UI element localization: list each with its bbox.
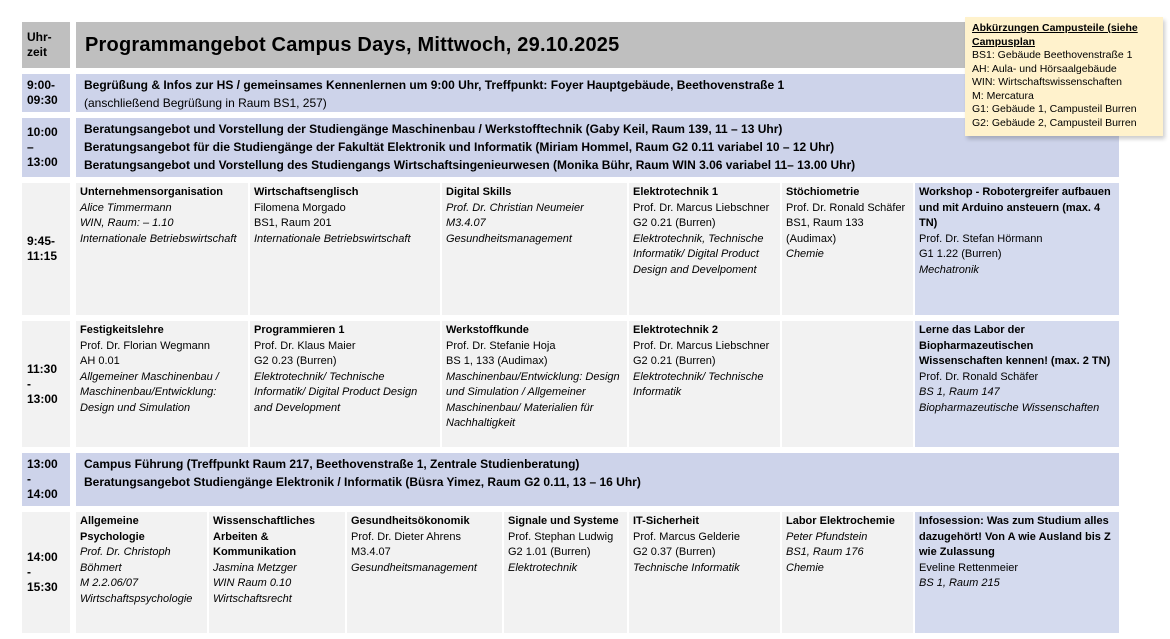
session-line: Prof. Dr. Ronald Schäfer: [919, 370, 1039, 383]
session-line: BS1, Raum 176: [786, 546, 864, 558]
time-slot-line: 10:00: [27, 125, 58, 139]
session-line: Maschinenbau/Entwicklung: Design und Simulation / Allgemeiner Maschinenbau/ Materialien für Nachhaltigkeit: [446, 370, 620, 429]
session-cell: [504, 512, 627, 633]
time-slot-line: 14:00: [27, 487, 58, 501]
session-line: Prof. Dr. Ronald Schäfer: [786, 201, 906, 214]
session-title: Labor Elektrochemie: [786, 515, 895, 527]
banner-line: Campus Führung (Treffpunkt Raum 217, Beethovenstraße 1, Zentrale Studienberatung): [84, 457, 580, 471]
session-line: Prof. Dr. Marcus Liebschner: [633, 339, 770, 352]
session-cell: [782, 183, 913, 315]
schedule-table: [22, 22, 1119, 639]
legend-item: G1: Gebäude 1, Campusteil Burren: [972, 103, 1137, 115]
schedule-row: [22, 183, 1119, 315]
session-cell: [782, 512, 913, 633]
session-line: M3.4.07: [351, 546, 391, 558]
time-slot-cell: [22, 74, 70, 112]
schedule-row: [22, 512, 1119, 633]
time-slot-line: 11:30: [27, 361, 58, 376]
time-slot-line: 9:00-: [27, 78, 56, 92]
session-cell: [442, 321, 627, 447]
session-line: WIN, Raum: – 1.10: [80, 217, 174, 229]
session-line: Allgemeiner Maschinenbau / Maschinenbau/Entwicklung: Design und Simulation: [80, 370, 219, 414]
schedule-row: [22, 74, 1119, 112]
legend-box: [965, 17, 1163, 136]
page-title: Programmangebot Campus Days, Mittwoch, 29.10.2025: [76, 22, 1119, 68]
session-line: G2 0.37 (Burren): [633, 546, 716, 558]
session-cell: [250, 321, 440, 447]
empty-cell: [782, 321, 913, 447]
time-slot-cell: [22, 183, 70, 315]
banner-line: Beratungsangebot Studiengänge Elektronik / Informatik (Büsra Yimez, Raum G2 0.11, 13 – 16 Uhr): [84, 475, 641, 489]
session-line: Prof. Stephan Ludwig: [508, 530, 614, 543]
session-line: Alice Timmermann: [80, 201, 172, 214]
session-line: Chemie: [786, 561, 824, 574]
session-grid: [76, 183, 1119, 315]
time-slot-cell: [22, 512, 70, 633]
time-slot-line: -: [27, 376, 31, 391]
time-slot-line: 15:30: [27, 580, 58, 594]
session-line: Prof. Dr. Stefan Hörmann: [919, 232, 1043, 245]
time-slot-line: -: [27, 472, 31, 486]
session-line: G2 0.21 (Burren): [633, 217, 716, 229]
session-title: Wissenschaftliches Arbeiten & Kommunikation: [213, 515, 315, 558]
time-slot-line: –: [27, 140, 34, 154]
session-line: Internationale Betriebswirtschaft: [80, 232, 237, 245]
session-title: Elektrotechnik 2: [633, 324, 718, 336]
session-line: Prof. Dr. Christian Neumeier: [446, 201, 584, 214]
banner-line: (anschließend Begrüßung in Raum BS1, 257): [84, 96, 327, 110]
session-title: Lerne das Labor der Biopharmazeutischen Wissenschaften kennen! (max. 2 TN): [919, 324, 1111, 367]
session-line: Wirtschaftsrecht: [213, 592, 292, 605]
banner-cell: [76, 453, 1119, 506]
session-title: Stöchiometrie: [786, 186, 860, 198]
session-line: Prof. Marcus Gelderie: [633, 530, 740, 543]
session-line: Prof. Dr. Marcus Liebschner: [633, 201, 770, 214]
banner-cell: [76, 74, 1119, 112]
session-cell: [250, 183, 440, 315]
legend-item: AH: Aula- und Hörsaalgebäude: [972, 62, 1117, 75]
session-line: Biopharmazeutische Wissenschaften: [919, 401, 1100, 414]
schedule-row: [22, 321, 1119, 447]
session-line: Prof. Dr. Florian Wegmann: [80, 339, 211, 352]
banner-cell: [76, 118, 1119, 177]
time-column-header: [22, 22, 70, 68]
session-grid: [76, 512, 1119, 633]
time-column-header-line: zeit: [27, 45, 48, 59]
session-cell: [76, 512, 207, 633]
session-cell: [915, 183, 1119, 315]
session-line: BS 1, Raum 147: [919, 386, 1000, 398]
session-line: BS1, Raum 201: [254, 217, 332, 229]
session-grid: [76, 321, 1119, 447]
time-slot-cell: [22, 453, 70, 506]
session-line: Prof. Dr. Stefanie Hoja: [446, 339, 556, 352]
session-line: Peter Pfundstein: [786, 530, 868, 543]
time-slot-line: 9:45-: [27, 234, 56, 248]
schedule-rows: [22, 74, 1119, 633]
session-line: M3.4.07: [446, 217, 486, 229]
session-line: Prof. Dr. Christoph Böhmert: [80, 546, 171, 574]
session-line: Gesundheitsmanagement: [351, 561, 477, 574]
session-line: BS1, Raum 133 (Audimax): [786, 217, 864, 245]
banner-line: Beratungsangebot und Vorstellung des Studiengangs Wirtschaftsingenieurwesen (Monika Bühr, Raum WIN 3.06 variabel 11– 13.00 Uhr): [84, 158, 856, 172]
session-line: Prof. Dr. Dieter Ahrens: [351, 530, 462, 543]
session-cell: [76, 183, 248, 315]
session-title: Allgemeine Psychologie: [80, 515, 145, 543]
session-cell: [629, 512, 780, 633]
session-line: Eveline Rettenmeier: [919, 561, 1019, 574]
session-title: Gesundheitsökonomik: [351, 515, 470, 527]
session-cell: [915, 512, 1119, 633]
session-line: Elektrotechnik/ Technische Informatik/ Digital Product Design and Development: [254, 370, 418, 414]
time-slot-line: 13:00: [27, 457, 58, 471]
session-cell: [76, 321, 248, 447]
session-line: Elektrotechnik: [508, 561, 578, 574]
legend-item: BS1: Gebäude Beethovenstraße 1: [972, 49, 1133, 61]
banner-line: Beratungsangebot und Vorstellung der Studiengänge Maschinenbau / Werkstofftechnik (Gaby Keil, Raum 139, 11 – 13 Uhr): [84, 122, 783, 136]
legend-item: M: Mercatura: [972, 89, 1034, 102]
session-line: Chemie: [786, 248, 824, 260]
time-slot-line: 13:00: [27, 391, 58, 406]
schedule-row: [22, 118, 1119, 177]
session-cell: [629, 183, 780, 315]
session-title: Workshop - Robotergreifer aufbauen und mit Arduino ansteuern (max. 4 TN): [919, 186, 1111, 229]
session-cell: [209, 512, 345, 633]
session-line: Elektrotechnik/ Technische Informatik: [633, 370, 764, 398]
banner-line: Begrüßung & Infos zur HS / gemeinsames Kennenlernen um 9:00 Uhr, Treffpunkt: Foyer Hauptgebäude, Beethovenstraße 1: [84, 78, 785, 92]
legend-title: Abkürzungen Campusteile (siehe Campusplan: [972, 22, 1138, 48]
legend-item: G2: Gebäude 2, Campusteil Burren: [972, 116, 1137, 129]
session-line: M 2.2.06/07: [80, 577, 139, 589]
header-row: [22, 22, 1119, 68]
schedule-row: [22, 453, 1119, 506]
session-line: BS 1, 133 (Audimax): [446, 355, 548, 367]
time-slot-cell: [22, 118, 70, 177]
session-title: Digital Skills: [446, 186, 512, 198]
session-title: Programmieren 1: [254, 324, 345, 336]
time-slot-cell: [22, 321, 70, 447]
session-line: Filomena Morgado: [254, 201, 346, 214]
session-cell: [629, 321, 780, 447]
legend-item: WIN: Wirtschaftswissenschaften: [972, 76, 1122, 88]
session-line: BS 1, Raum 215: [919, 577, 1000, 589]
session-line: Prof. Dr. Klaus Maier: [254, 339, 356, 352]
session-title: Unternehmensorganisation: [80, 186, 224, 198]
session-line: AH 0.01: [80, 355, 120, 367]
session-title: Signale und Systeme: [508, 515, 619, 527]
session-line: Gesundheitsmanagement: [446, 232, 572, 245]
time-column-header-line: Uhr-: [27, 30, 52, 44]
session-line: Wirtschaftspsychologie: [80, 592, 193, 605]
session-line: Elektrotechnik, Technische Informatik/ Digital Product Design and Develpoment: [633, 232, 764, 276]
session-line: Jasmina Metzger: [213, 561, 297, 574]
session-line: G2 1.01 (Burren): [508, 546, 591, 558]
time-slot-line: 13:00: [27, 155, 58, 169]
session-line: G2 0.21 (Burren): [633, 355, 716, 367]
session-line: Internationale Betriebswirtschaft: [254, 232, 411, 245]
session-title: Infosession: Was zum Studium alles dazugehört! Von A wie Ausland bis Z wie Zulassung: [919, 515, 1111, 558]
session-title: IT-Sicherheit: [633, 515, 700, 527]
session-title: Festigkeitslehre: [80, 324, 164, 336]
session-line: WIN Raum 0.10: [213, 577, 292, 589]
session-line: G1 1.22 (Burren): [919, 248, 1002, 260]
session-cell: [915, 321, 1119, 447]
session-line: Mechatronik: [919, 263, 979, 276]
banner-line: Beratungsangebot für die Studiengänge der Fakultät Elektronik und Informatik (Miriam Hommel, Raum G2 0.11 variabel 10 – 12 Uhr): [84, 140, 835, 154]
session-cell: [442, 183, 627, 315]
time-slot-line: 14:00: [27, 550, 58, 564]
session-cell: [347, 512, 502, 633]
time-slot-line: -: [27, 565, 31, 579]
session-title: Werkstoffkunde: [446, 324, 529, 336]
session-line: G2 0.23 (Burren): [254, 355, 337, 367]
session-title: Wirtschaftsenglisch: [254, 186, 359, 198]
session-title: Elektrotechnik 1: [633, 186, 718, 198]
time-slot-line: 11:15: [27, 249, 58, 263]
session-line: Technische Informatik: [633, 561, 740, 574]
time-slot-line: 09:30: [27, 93, 58, 107]
